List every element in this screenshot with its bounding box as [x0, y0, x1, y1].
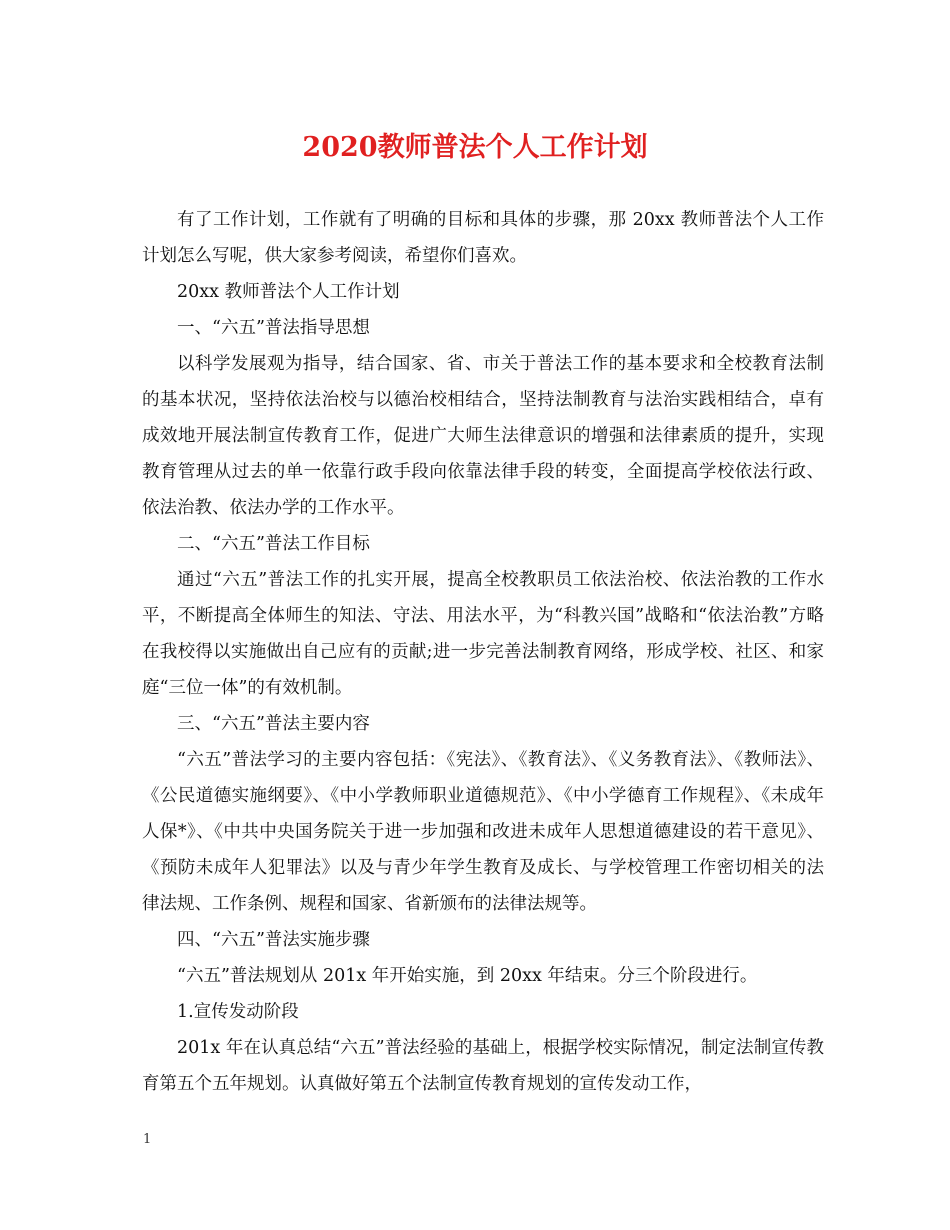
paragraph-subsection-1: 201x 年在认真总结“六五”普法经验的基础上，根据学校实际情况，制定法制宣传教育第五个五年规划。认真做好第五个法制宣传教育规划的宣传发动工作，: [142, 1038, 824, 1094]
section-heading-4: 四、“六五”普法实施步骤: [177, 930, 370, 950]
section-heading-2: 二、“六五”普法工作目标: [177, 534, 370, 554]
section-heading-1: 一、“六五”普法指导思想: [177, 318, 370, 338]
paragraph-intro: 有了工作计划，工作就有了明确的目标和具体的步骤，那 20xx 教师普法个人工作计划怎么写呢，供大家参考阅读，希望你们喜欢。: [142, 210, 824, 266]
paragraph-section-3: “六五”普法学习的主要内容包括：《宪法》、《教育法》、《义务教育法》、《教师法》、《公民道德实施纲要》、《中小学教师职业道德规范》、《中小学德育工作规程》、《未成年人保*》、《中共中央国务院关于进一步加强和改进未成年人思想道德建设的若干意见》、《预防未成年人犯罪法》以及与青少年学生教育及成长、与学校管理工作密切相关的法律法规、工作条例、规程和国家、省新颁布的法律法规等。: [142, 750, 824, 914]
paragraph-section-1: 以科学发展观为指导，结合国家、省、市关于普法工作的基本要求和全校教育法制的基本状况，坚持依法治校与以德治校相结合，坚持法制教育与法治实践相结合，卓有成效地开展法制宣传教育工作，促进广大师生法律意识的增强和法律素质的提升，实现教育管理从过去的单一依靠行政手段向依靠法律手段的转变，全面提高学校依法行政、依法治教、依法办学的工作水平。: [142, 354, 824, 518]
page-number: 1: [143, 1132, 152, 1147]
document-body: [142, 202, 824, 1102]
paragraph-section-2: 通过“六五”普法工作的扎实开展，提高全校教职员工依法治校、依法治教的工作水平，不断提高全体师生的知法、守法、用法水平，为“科教兴国”战略和“依法治教”方略在我校得以实施做出自己应有的贡献;进一步完善法制教育网络，形成学校、社区、和家庭“三位一体”的有效机制。: [142, 570, 824, 698]
paragraph-subtitle: 20xx 教师普法个人工作计划: [177, 282, 400, 302]
paragraph-section-4: “六五”普法规划从 201x 年开始实施，到 20xx 年结束。分三个阶段进行。: [177, 966, 758, 986]
subsection-heading-1: 1.宣传发动阶段: [177, 1002, 299, 1022]
section-heading-3: 三、“六五”普法主要内容: [177, 714, 370, 734]
document-title: 2020教师普法个人工作计划: [302, 132, 648, 163]
